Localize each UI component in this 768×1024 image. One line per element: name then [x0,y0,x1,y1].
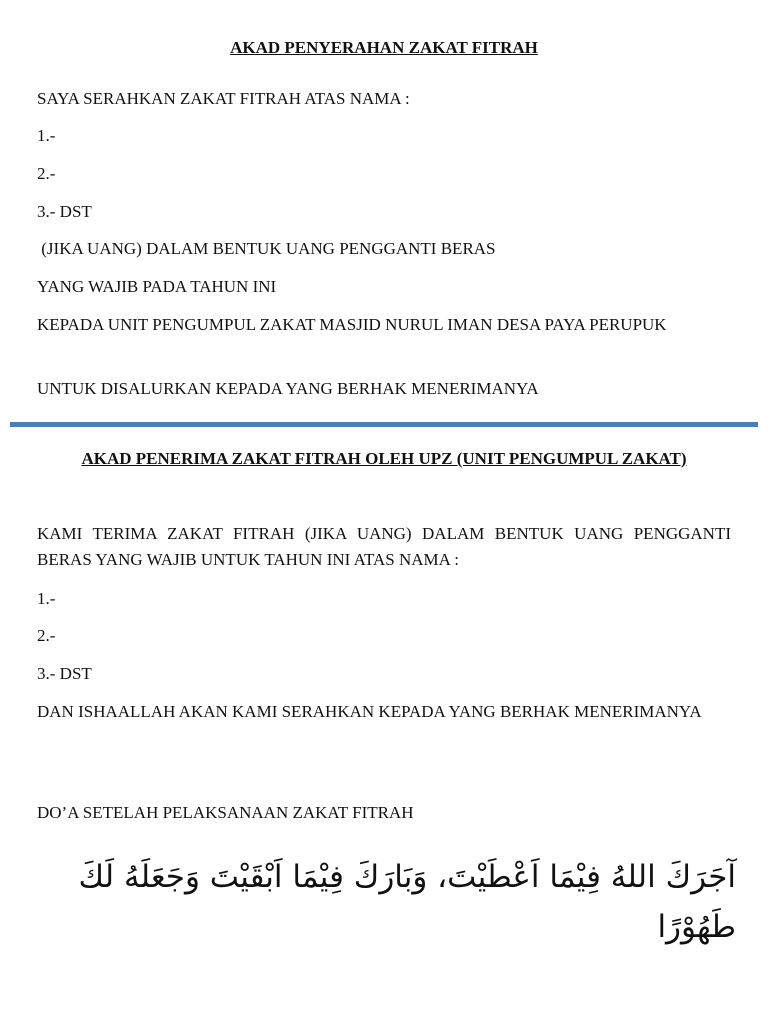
section1-intro: SAYA SERAHKAN ZAKAT FITRAH ATAS NAMA : [37,89,410,108]
section2-closing: DAN ISHAALLAH AKAN KAMI SERAHKAN KEPADA YANG BERHAK MENERIMANYA [37,702,702,721]
section2-title: AKAD PENERIMA ZAKAT FITRAH OLEH UPZ (UNIT PENGUMPUL ZAKAT) [81,449,687,468]
section1-item-2: 2.- [37,164,56,183]
section2-item-3: 3.- DST [37,664,92,683]
section1-title: AKAD PENYERAHAN ZAKAT FITRAH [230,38,538,57]
section2-intro: KAMI TERIMA ZAKAT FITRAH (JIKA UANG) DALAM BENTUK UANG PENGGANTI BERAS YANG WAJIB UNTUK TAHUN INI ATAS NAMA : [37,524,731,569]
doa-arabic-text: آجَرَكَ اللهُ فِيْمَا اَعْطَيْتَ، وَبَارَكَ فِيْمَا اَبْقَيْتَ وَجَعَلَهُ لَكَ طَهُوْرًا [78,859,736,945]
doa-title: DO’A SETELAH PELAKSANAAN ZAKAT FITRAH [37,803,414,822]
section1-item-1: 1.- [37,126,56,145]
section1-item-3: 3.- DST [37,202,92,221]
section1-distribute-line: UNTUK DISALURKAN KEPADA YANG BERHAK MENERIMANYA [37,379,539,398]
section1-unit-line: KEPADA UNIT PENGUMPUL ZAKAT MASJID NURUL IMAN DESA PAYA PERUPUK [37,315,667,334]
section1-obligatory-line: YANG WAJIB PADA TAHUN INI [37,277,277,296]
section2-item-2: 2.- [37,626,56,645]
section1-money-line: (JIKA UANG) DALAM BENTUK UANG PENGGANTI BERAS [37,239,496,258]
section2-item-1: 1.- [37,589,56,608]
section-divider [10,422,758,427]
